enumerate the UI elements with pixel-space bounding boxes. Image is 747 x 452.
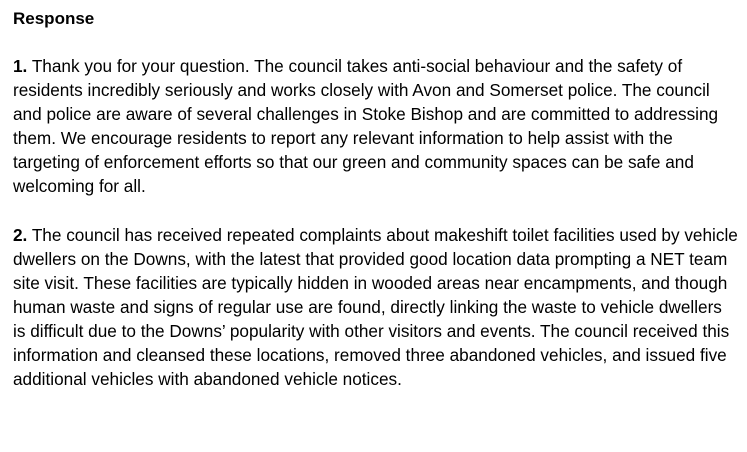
paragraph-number-1: 1. — [13, 56, 28, 76]
paragraph-text-1: Thank you for your question. The council takes anti-social behaviour and the safety of residents incredibly seriously and works closely with Avon and Somerset police. The council and police are aware of several challenges in Stoke Bishop and are committed to addressing them. We encourage residents to report any relevant information to help assist with the targeting of enforcement efforts so that our green and community spaces can be safe and welcoming for all. — [13, 56, 719, 197]
response-heading: Response — [13, 9, 95, 28]
paragraph-text-2: The council has received repeated complaints about makeshift toilet facilities used by vehicle dwellers on the Downs, with the latest that provided good location data prompting a NET team site visit. These facilities are typically hidden in wooded areas near encampments, and though human waste and signs of regular use are found, directly linking the waste to vehicle dwellers is difficult due to the Downs’ popularity with other visitors and events. The council received this information and cleansed these locations, removed three abandoned vehicles, and issued five additional vehicles with abandoned vehicle notices. — [13, 224, 738, 390]
paragraph-number-2: 2. — [13, 224, 28, 245]
document — [13, 8, 739, 391]
response-paragraph-2 — [13, 223, 739, 392]
response-paragraph-1 — [13, 54, 739, 199]
